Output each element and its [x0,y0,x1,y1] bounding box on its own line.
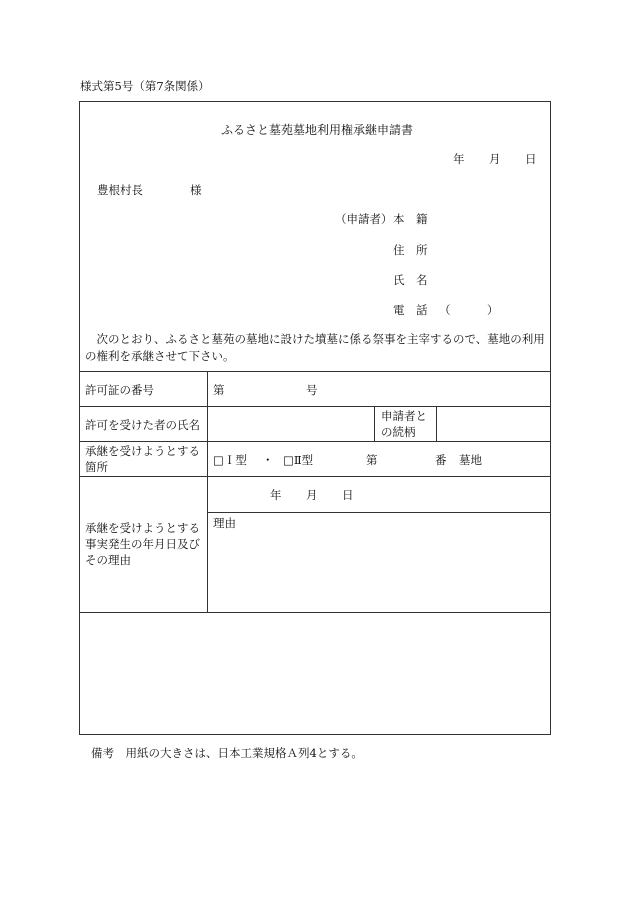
fact-year-label: 年 [270,488,282,502]
permit-number-label: 許可証の番号 [85,383,154,397]
fact-label: 承継を受けようとする事実発生の年月日及びその理由 [85,521,200,567]
table-line [79,371,551,372]
permit-number-dai: 第 [213,383,225,397]
table-line [79,612,551,613]
phone-close-paren: ） [487,303,499,317]
fact-month-label: 月 [306,488,318,502]
table-line [79,406,551,407]
date-day-label: 日 [525,152,537,166]
reason-label: 理由 [213,516,236,530]
form-number: 様式第5号（第7条関係） [80,79,210,93]
table-line [436,406,437,441]
name-label: 氏 名 [393,273,428,287]
phone-label: 電 話 [393,303,428,317]
date-year-label: 年 [453,152,465,166]
type1-option: □Ｉ型 [213,453,247,467]
permit-holder-label: 許可を受けた者の氏名 [85,418,200,432]
permit-number-go: 号 [306,383,318,397]
body-text: 次のとおり、ふるさと墓苑の墓地に設けた墳墓に係る祭事を主宰するので、墓地の利用の権利を承継させて下さい。 [85,332,545,363]
form-title: ふるさと墓苑墓地利用権承継申請書 [221,123,414,137]
table-line [208,512,551,513]
phone-open-paren: （ [439,303,451,317]
date-month-label: 月 [489,152,501,166]
address-label: 住 所 [393,243,428,257]
relationship-label: 申請者との続柄 [381,409,427,439]
table-line [79,476,551,477]
table-line [374,406,375,441]
table-line [207,371,208,612]
addressee-honorific: 様 [190,183,202,197]
addressee-name: 豊根村長 [97,183,143,197]
applicant-prefix: （申請者） [335,212,393,226]
footnote: 備考 用紙の大きさは、日本工業規格Ａ列4とする。 [91,746,363,760]
table-line [79,441,551,442]
fact-day-label: 日 [342,488,354,502]
location-ban: 番 [435,453,447,467]
location-label: 承継を受けようとする箇所 [85,444,200,474]
type-separator: ・ [262,453,274,467]
location-dai: 第 [366,453,378,467]
type2-option: □Ⅱ型 [283,453,314,467]
domicile-label: 本 籍 [393,212,428,226]
location-suffix: 墓地 [459,453,482,467]
